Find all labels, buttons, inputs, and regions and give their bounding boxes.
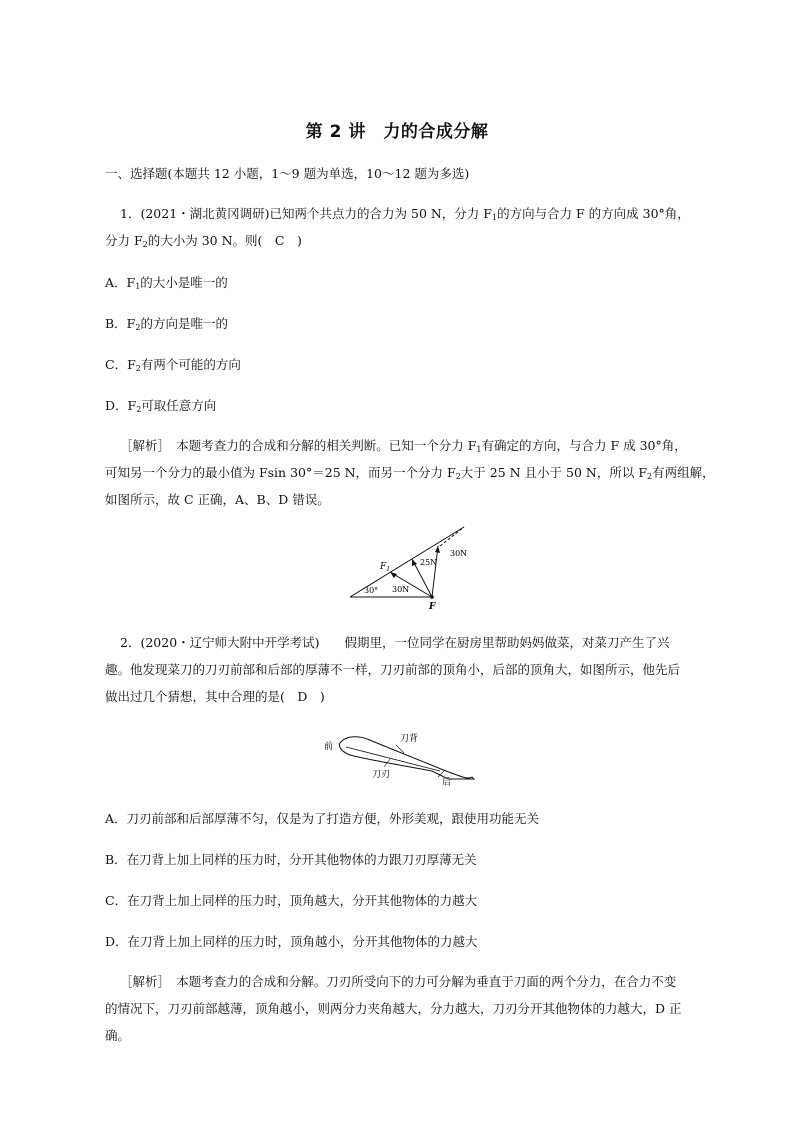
q1-option-b: B．$F_2$的方向是唯一的 [105, 316, 228, 332]
q1-option-c: C．$F_2$有两个可能的方向 [105, 357, 241, 373]
label-25n: 25N [420, 558, 438, 567]
q2-analysis-line3: 确。 [105, 1028, 131, 1043]
label-30n-bottom: 30N [392, 585, 410, 594]
q1-analysis-line1: ［解析］ 本题考查力的合成和分解的相关判断。已知一个分力 $F_1$有确定的方向，与合力 F 成 30°角， [120, 438, 687, 454]
q2-option-c: C．在刀背上加上同样的压力时，顶角越大，分开其他物体的力越大 [105, 893, 478, 908]
f1-label: $F_1$ [380, 562, 391, 573]
q1-stem-line1: 1．(2021・湖北黄冈调研)已知两个共点力的合力为 50 N，分力 $F_1$的方向与合力 F 的方向成 30°角， [120, 206, 690, 222]
leader-back-blade [396, 745, 404, 753]
kitchen-knife-figure [320, 725, 480, 790]
page-title: 第 2 讲 力的合成分解 [305, 122, 489, 142]
arrowhead-min [412, 559, 417, 566]
f2-upper-vector [432, 546, 438, 597]
f1-dashed-extension [440, 527, 464, 546]
label-back-blade: 刀背 [400, 734, 419, 744]
q1-stem-line2: 分力 $F_2$的大小为 30 N。则( C ) [105, 233, 302, 249]
arrowhead-upper [435, 546, 440, 553]
label-front: 前 [324, 742, 334, 752]
q2-analysis-line1: ［解析］ 本题考查力的合成和分解。刀刃所受向下的力可分解为垂直于刀面的两个分力，在合力不变 [120, 974, 677, 989]
q2-stem-line2: 趣。他发现菜刀的刀刃前部和后部的厚薄不一样，刀刃前部的顶角小，后部的顶角大，如图所示，他先后 [105, 662, 681, 677]
q1-analysis-line3: 如图所示，故 C 正确，A、B、D 错误。 [105, 492, 330, 507]
blade-edge-line [346, 747, 440, 771]
force-decomposition-figure [340, 525, 490, 615]
q1-option-d: D．$F_2$可取任意方向 [105, 398, 217, 414]
q2-option-a: A．刀刃前部和后部厚薄不匀，仅是为了打造方便，外形美观，跟使用功能无关 [105, 811, 540, 826]
q2-analysis-line2: 的情况下，刀刃前部越薄，顶角越小，则两分力夹角越大，分力越大，刀刃分开其他物体的力越大，D 正 [105, 1001, 682, 1016]
q1-analysis-line2: 可知另一个分力的最小值为 Fsin 30°＝25 N，而另一个分力 $F_2$大于 25 N 且小于 50 N，所以 $F_2$有两组解， [105, 465, 715, 481]
q2-option-d: D．在刀背上加上同样的压力时，顶角越小，分开其他物体的力越大 [105, 934, 478, 949]
arrowhead-lower [390, 572, 397, 578]
q1-option-a: A．$F_1$的大小是唯一的 [105, 275, 228, 291]
label-angle: 30° [364, 586, 379, 595]
label-f: F [429, 602, 436, 612]
q2-option-b: B．在刀背上加上同样的压力时，分开其他物体的力跟刀刃厚薄无关 [105, 852, 477, 867]
label-30n-right: 30N [450, 549, 468, 558]
q2-stem-line1: 2．(2020・辽宁师大附中开学考试) 假期里，一位同学在厨房里帮助妈妈做菜，对菜刀产生了兴 [120, 635, 670, 650]
q2-stem-line3: 做出过几个猜想，其中合理的是( D ) [105, 689, 325, 704]
label-edge: 刀刃 [372, 770, 391, 780]
force-origin-point [430, 595, 434, 599]
section-header: 一、选择题(本题共 12 小题，1～9 题为单选，10～12 题为多选) [105, 166, 470, 181]
label-rear: 后 [442, 778, 452, 788]
